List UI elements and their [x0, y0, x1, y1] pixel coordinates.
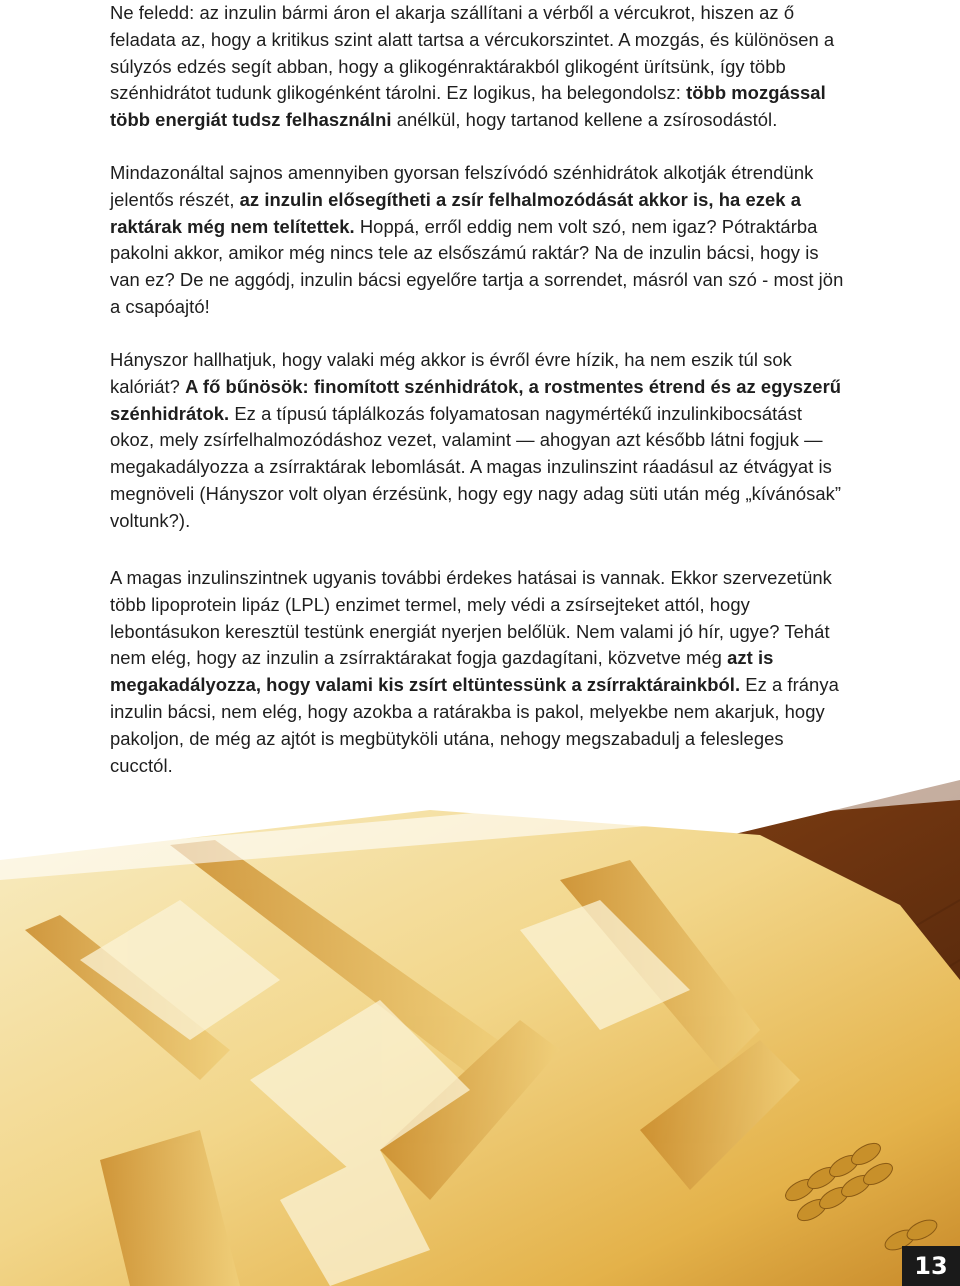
- paragraph: [110, 565, 850, 779]
- body-text: Ez a fránya inzulin bácsi, nem elég, hogy azokba a ratárakba is pakol, melyekbe nem akarjuk, hogy pakoljon, de még az ajtót is megbütyköli utána, nehogy megszabadulj a felesleges cucctól.: [110, 674, 839, 776]
- paragraph: [110, 347, 850, 535]
- page-number: 13: [902, 1246, 960, 1286]
- body-text: Hányszor hallhatjuk, hogy valaki még akkor is évről évre hízik, ha nem eszik túl sok kalóriát?: [110, 349, 792, 397]
- body-text: anélkül, hogy tartanod kellene a zsírosodástól.: [391, 109, 778, 131]
- paragraph: [110, 160, 850, 321]
- bold-text: azt is megakadályozza, hogy valami kis zsírt eltüntessünk a zsírraktárainkból.: [110, 647, 774, 696]
- bold-text: több mozgással több energiát tudsz felhasználni: [110, 82, 826, 131]
- bold-text: az inzulin elősegítheti a zsír felhalmozódását akkor is, ha ezek a raktárak még nem telítettek.: [110, 188, 801, 237]
- body-text: Ez a típusú táplálkozás folyamatosan nagymértékű inzulinkibocsátást okoz, mely zsírfelhalmozódáshoz vezet, valamint — ahogyan azt később látni fogjuk — megakadályozza a zsírraktárak lebomlását. A magas inzulinszint ráadásul az étvágyat is megnöveli (Hányszor volt olyan érzésünk, hogy egy nagy adag süti után még „kívánósak” voltunk?).: [110, 402, 842, 531]
- bold-text: A fő bűnösök: finomított szénhidrátok, a rostmentes étrend és az egyszerű szénhidrátok.: [110, 375, 842, 424]
- paragraph: [110, 0, 850, 134]
- body-text: Mindazonáltal sajnos amennyiben gyorsan felszívódó szénhidrátok alkotják étrendünk jelentős részét,: [110, 162, 814, 210]
- body-text: A magas inzulinszintnek ugyanis további érdekes hatásai is vannak. Ekkor szervezetünk több lipoprotein lipáz (LPL) enzimet termel, mely védi a zsírsejteket attól, hogy lebontásukon keresztül testünk energiát nyerjen belőlük. Nem valami jó hír, ugye? Tehát nem elég, hogy az inzulin a zsírraktárakat fogja gazdagítani, közvetve még: [110, 567, 832, 669]
- body-text: Ne feledd: az inzulin bármi áron el akarja szállítani a vérből a vércukrot, hiszen az ő feladata az, hogy a kritikus szint alatt tartsa a vércukorszintet. A mozgás, és különösen a súlyzós edzés segít abban, hogy a glikogénraktárakból glikogént ürítsünk, így több szénhidrátot tudunk glikogénként tárolni. Ez logikus, ha belegondolsz:: [110, 2, 835, 104]
- body-text: Hoppá, erről eddig nem volt szó, nem igaz? Pótraktárba pakolni akkor, amikor még nincs tele az elsőszámú raktár? Na de inzulin bácsi, hogy is van ez? De ne aggódj, inzulin bácsi egyelőre tartja a sorrendet, másról van szó - most jön a csapóajtó!: [110, 215, 844, 317]
